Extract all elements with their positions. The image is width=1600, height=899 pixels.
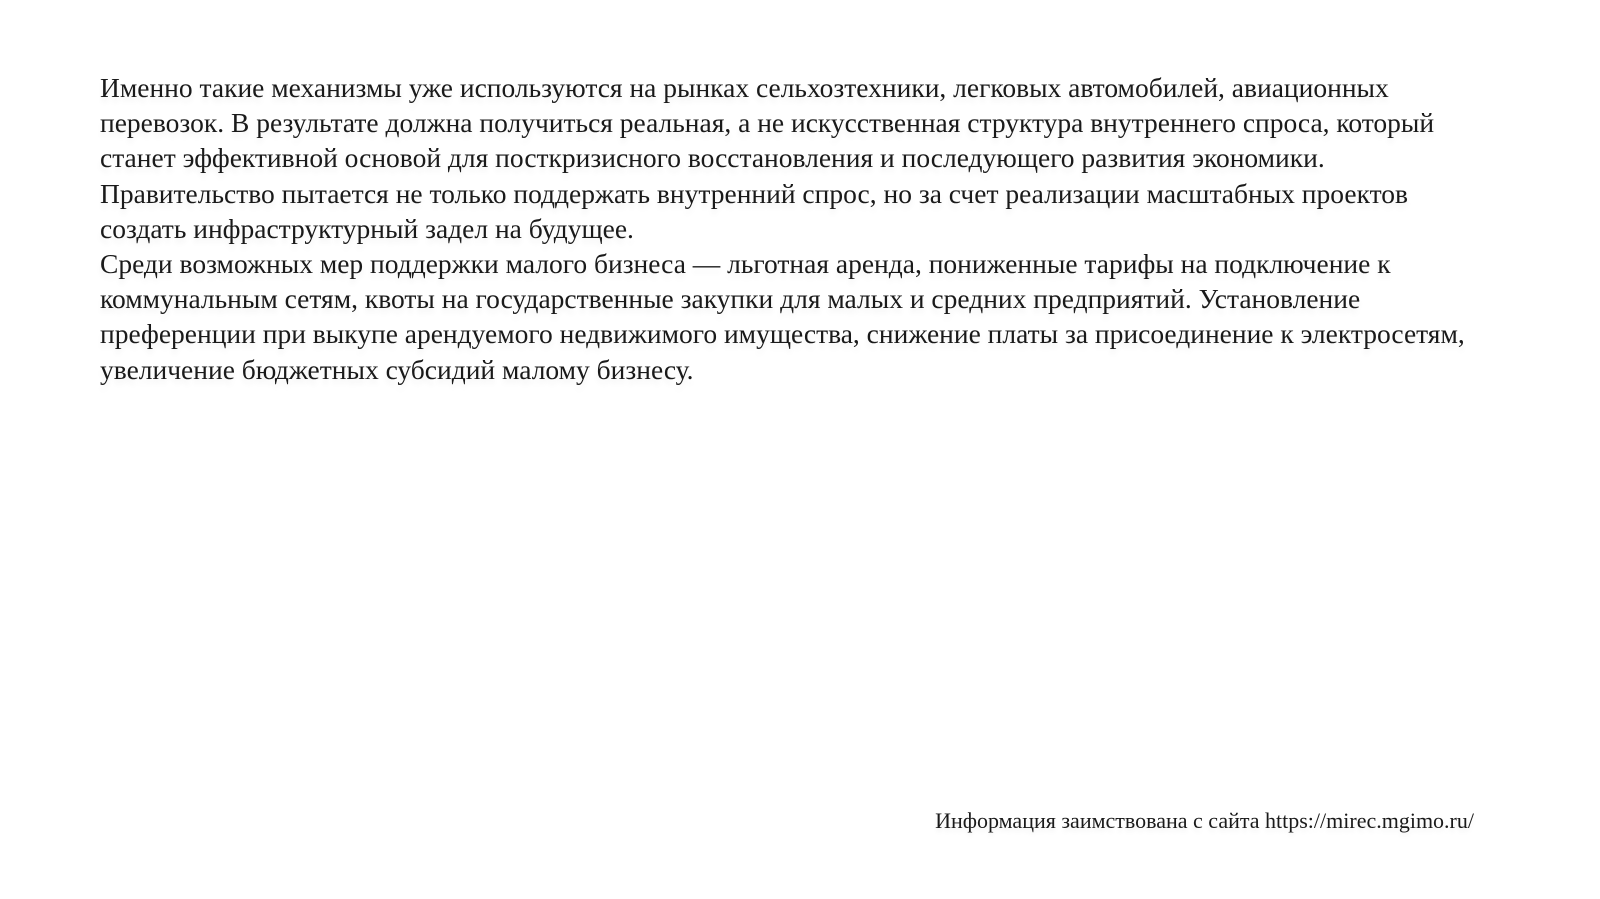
paragraph-small-business-support: Среди возможных мер поддержки малого бизнеса — льготная аренда, пониженные тарифы на подключение к коммунальным сетям, квоты на государственные закупки для малых и средних предприятий. Установление преференции при выкупе арендуемого недвижимого имущества, снижение платы за присоединение к электросетям, увеличение бюджетных субсидий малому бизнесу. [100, 248, 1465, 385]
source-attribution: Информация заимствована с сайта https://mirec.mgimo.ru/ [935, 808, 1474, 833]
paragraph-market-mechanisms: Именно такие механизмы уже используются на рынках сельхозтехники, легковых автомобилей, авиационных перевозок. В результате должна получиться реальная, а не искусственная структура внутреннего спроса, который станет эффективной основой для посткризисного восстановления и последующего развития экономики. Правительство пытается не только поддержать внутренний спрос, но за счет реализации масштабных проектов создать инфраструктурный задел на будущее. [100, 72, 1435, 244]
slide-body-text [100, 70, 1480, 387]
